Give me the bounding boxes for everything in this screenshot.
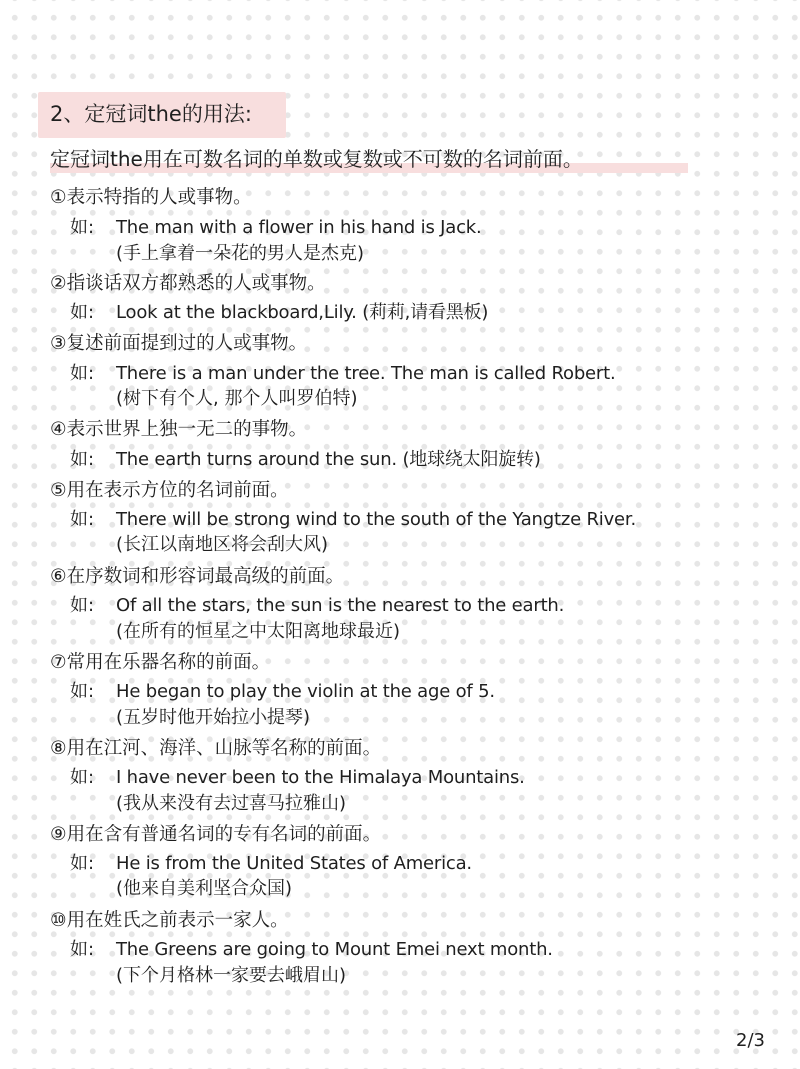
example-sentence: He is from the United States of America. <box>116 853 472 874</box>
example-translation: (他来自美利坚合众国) <box>116 878 293 899</box>
rule-title: ⑥在序数词和形容词最高级的前面。 <box>50 566 345 587</box>
example-sentence: I have never been to the Himalaya Mountains. <box>116 767 525 788</box>
rule-title: ①表示特指的人或事物。 <box>50 187 252 208</box>
rule-title: ⑦常用在乐器名称的前面。 <box>50 652 271 673</box>
rule-title: ④表示世界上独一无二的事物。 <box>50 419 308 440</box>
example-prefix: 如: <box>70 939 95 960</box>
example-sentence: The Greens are going to Mount Emei next month. <box>116 939 553 960</box>
example-translation: (我从来没有去过喜马拉雅山) <box>116 793 347 814</box>
example-translation: (在所有的恒星之中太阳离地球最近) <box>116 621 401 642</box>
example-translation: (树下有个人, 那个人叫罗伯特) <box>116 388 358 409</box>
example-prefix: 如: <box>70 449 95 470</box>
rule-title: ⑩用在姓氏之前表示一家人。 <box>50 910 289 931</box>
example-sentence: There will be strong wind to the south of the Yangtze River. <box>116 509 636 530</box>
example-sentence: He began to play the violin at the age of 5. <box>116 681 495 702</box>
example-translation: (手上拿着一朵花的男人是杰克) <box>116 243 365 264</box>
example-prefix: 如: <box>70 302 95 323</box>
example-prefix: 如: <box>70 217 95 238</box>
example-translation: (下个月格林一家要去峨眉山) <box>116 965 347 986</box>
example-prefix: 如: <box>70 681 95 702</box>
rule-title: ⑧用在江河、海洋、山脉等名称的前面。 <box>50 738 382 759</box>
example-prefix: 如: <box>70 509 95 530</box>
example-prefix: 如: <box>70 595 95 616</box>
rule-title: ⑨用在含有普通名词的专有名词的前面。 <box>50 824 382 845</box>
rule-title: ②指谈话双方都熟悉的人或事物。 <box>50 273 326 294</box>
example-prefix: 如: <box>70 363 95 384</box>
example-sentence: There is a man under the tree. The man is called Robert. <box>116 363 616 384</box>
example-sentence: Look at the blackboard,Lily. (莉莉,请看黑板) <box>116 302 489 323</box>
example-prefix: 如: <box>70 767 95 788</box>
example-translation: (长江以南地区将会刮大风) <box>116 534 329 555</box>
example-sentence: The man with a flower in his hand is Jack. <box>116 217 482 238</box>
example-translation: (五岁时他开始拉小提琴) <box>116 707 311 728</box>
example-sentence: The earth turns around the sun. (地球绕太阳旋转) <box>116 449 541 470</box>
intro-text: 定冠词the用在可数名词的单数或复数或不可数的名词前面。 <box>50 147 583 171</box>
example-prefix: 如: <box>70 853 95 874</box>
rule-title: ③复述前面提到过的人或事物。 <box>50 333 308 354</box>
example-sentence: Of all the stars, the sun is the nearest to the earth. <box>116 595 565 616</box>
page-number: 2/3 <box>736 1030 765 1051</box>
rule-title: ⑤用在表示方位的名词前面。 <box>50 480 289 501</box>
section-heading-text: 2、定冠词the的用法: <box>50 102 252 126</box>
